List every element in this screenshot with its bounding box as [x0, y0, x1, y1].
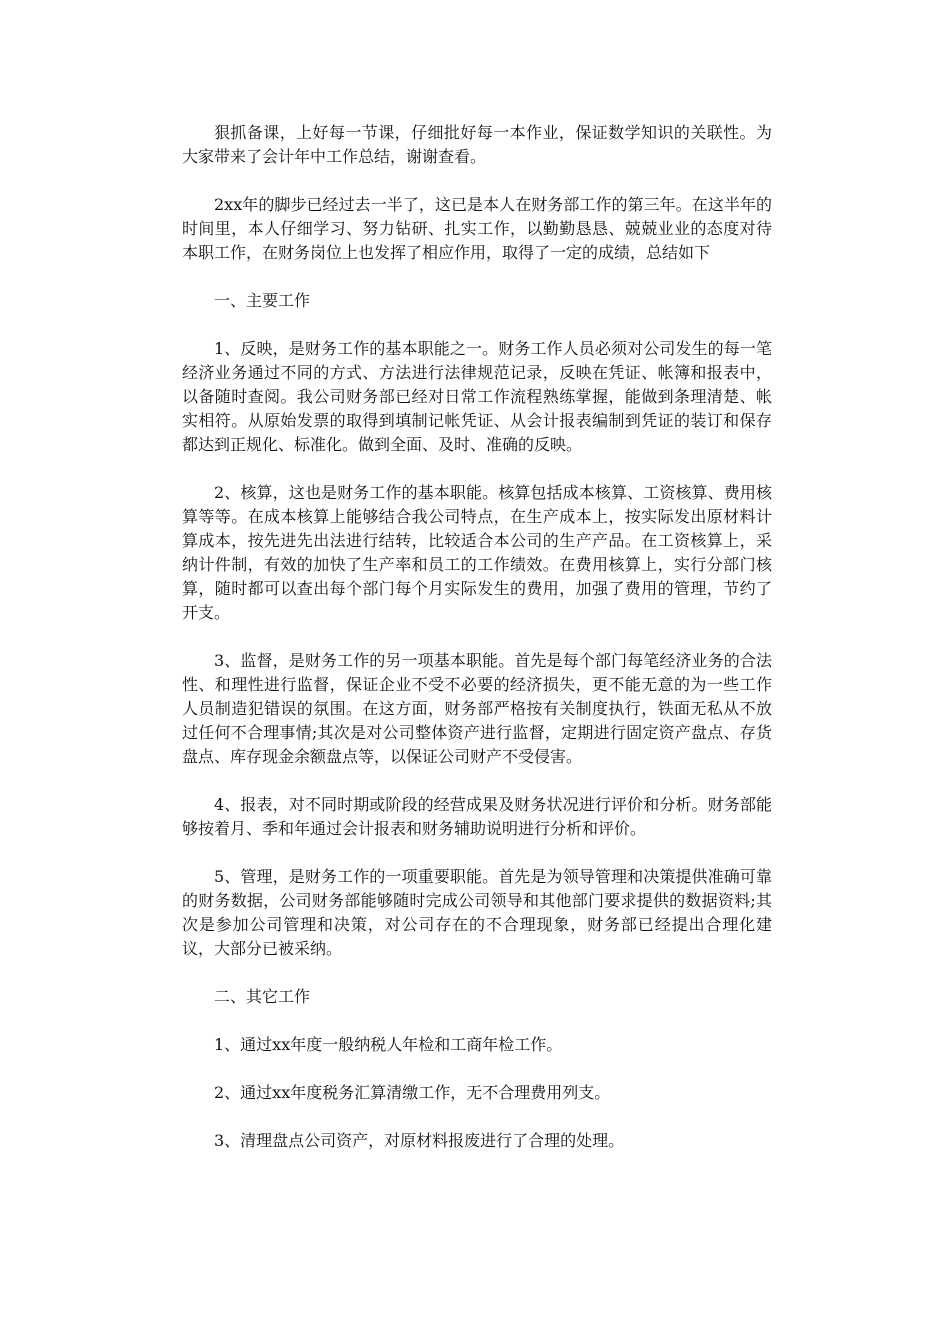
paragraph-supervision: 3、监督，是财务工作的另一项基本职能。首先是每个部门每笔经济业务的合法性、和理性进行监督，保证企业不受不必要的经济损失，更不能无意的为一些工作人员制造犯错误的氛围。在这方面，财务部严格按有关制度执行，铁面无私从不放过任何不合理事情;其次是对公司整体资产进行监督，定期进行固定资产盘点、存货盘点、库存现金余额盘点等，以保证公司财产不受侵害。 [182, 651, 772, 766]
paragraph-accounting: 2、核算，这也是财务工作的基本职能。核算包括成本核算、工资核算、费用核算等等。在成本核算上能够结合我公司特点，在生产成本上，按实际发出原材料计算成本，按先进先出法进行结转，比较适合本公司的生产产品。在工资核算上，采纳计件制，有效的加快了生产率和员工的工作绩效。在费用核算上，实行分部门核算，随时都可以查出每个部门每个月实际发生的费用，加强了费用的管理，节约了开支。 [182, 483, 772, 622]
paragraph-reports: 4、报表，对不同时期或阶段的经营成果及财务状况进行评价和分析。财务部能够按着月、季和年通过会计报表和财务辅助说明进行分析和评价。 [182, 795, 772, 838]
paragraph-reflect: 1、反映，是财务工作的基本职能之一。财务工作人员必须对公司发生的每一笔经济业务通过不同的方式、方法进行法律规范记录，反映在凭证、帐簿和报表中，以备随时查阅。我公司财务部已经对日常工作流程熟练掌握，能做到条理清楚、帐实相符。从原始发票的取得到填制记帐凭证、从会计报表编制到凭证的装订和保存都达到正规化、标准化。做到全面、及时、准确的反映。 [182, 339, 772, 454]
list-item-asset-inventory: 3、清理盘点公司资产，对原材料报废进行了合理的处理。 [214, 1131, 625, 1150]
list-item-annual-inspection: 1、通过xx年度一般纳税人年检和工商年检工作。 [214, 1035, 563, 1054]
intro-paragraph: 狠抓备课，上好每一节课，仔细批好每一本作业，保证数学知识的关联性。为大家带来了会计年中工作总结，谢谢查看。 [182, 123, 772, 166]
list-item-tax-settlement: 2、通过xx年度税务汇算清缴工作，无不合理费用列支。 [214, 1083, 611, 1102]
summary-paragraph: 2xx年的脚步已经过去一半了，这已是本人在财务部工作的第三年。在这半年的时间里，本人仔细学习、努力钻研、扎实工作，以勤勤恳恳、兢兢业业的态度对待本职工作，在财务岗位上也发挥了相应作用，取得了一定的成绩，总结如下 [182, 195, 772, 262]
document-body [182, 121, 772, 1153]
section-heading-main-work: 一、主要工作 [214, 291, 311, 310]
paragraph-management: 5、管理，是财务工作的一项重要职能。首先是为领导管理和决策提供准确可靠的财务数据，公司财务部能够随时完成公司领导和其他部门要求提供的数据资料;其次是参加公司管理和决策，对公司存在的不合理现象，财务部已经提出合理化建议，大部分已被采纳。 [182, 867, 772, 958]
section-heading-other-work: 二、其它工作 [214, 987, 311, 1006]
